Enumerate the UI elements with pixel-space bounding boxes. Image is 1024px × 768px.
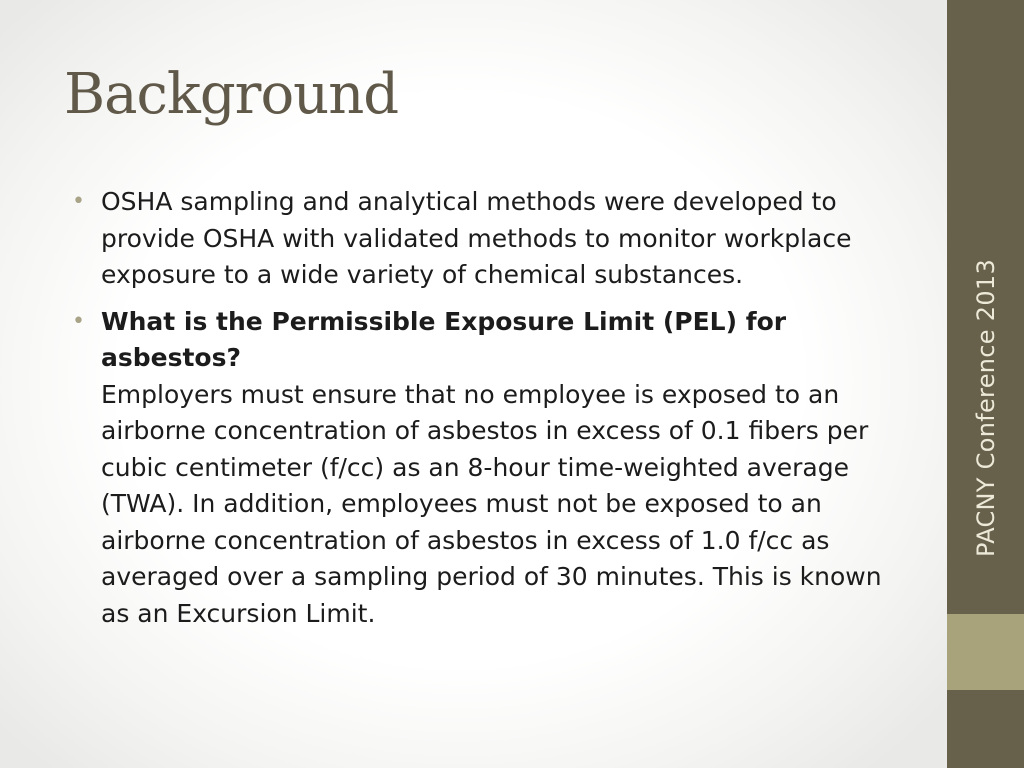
bullet-text: Employers must ensure that no employee is exposed to an airborne concentration of asbestos in excess of 0.1 fibers per cubic centimeter (f/cc) as an 8-hour time-weighted average (TWA). In addition, employees must not be exposed to an airborne concentration of asbestos in excess of 1.0 f/cc as averaged over a sampling period of 30 minutes. This is known as an Excursion Limit. bbox=[101, 379, 882, 628]
side-bar-accent bbox=[947, 614, 1024, 690]
bullet-icon: • bbox=[72, 308, 85, 334]
bullet-list bbox=[72, 184, 902, 642]
bullet-text: OSHA sampling and analytical methods were developed to provide OSHA with validated methods to monitor workplace exposure to a wide variety of chemical substances. bbox=[101, 187, 852, 289]
conference-label: PACNY Conference 2013 bbox=[972, 258, 1000, 558]
bullet-item bbox=[72, 184, 902, 294]
bullet-icon: • bbox=[72, 189, 85, 214]
slide-title: Background bbox=[64, 62, 399, 127]
bullet-item bbox=[72, 304, 902, 633]
bullet-heading: What is the Permissible Exposure Limit (PEL) for asbestos? bbox=[101, 306, 787, 372]
